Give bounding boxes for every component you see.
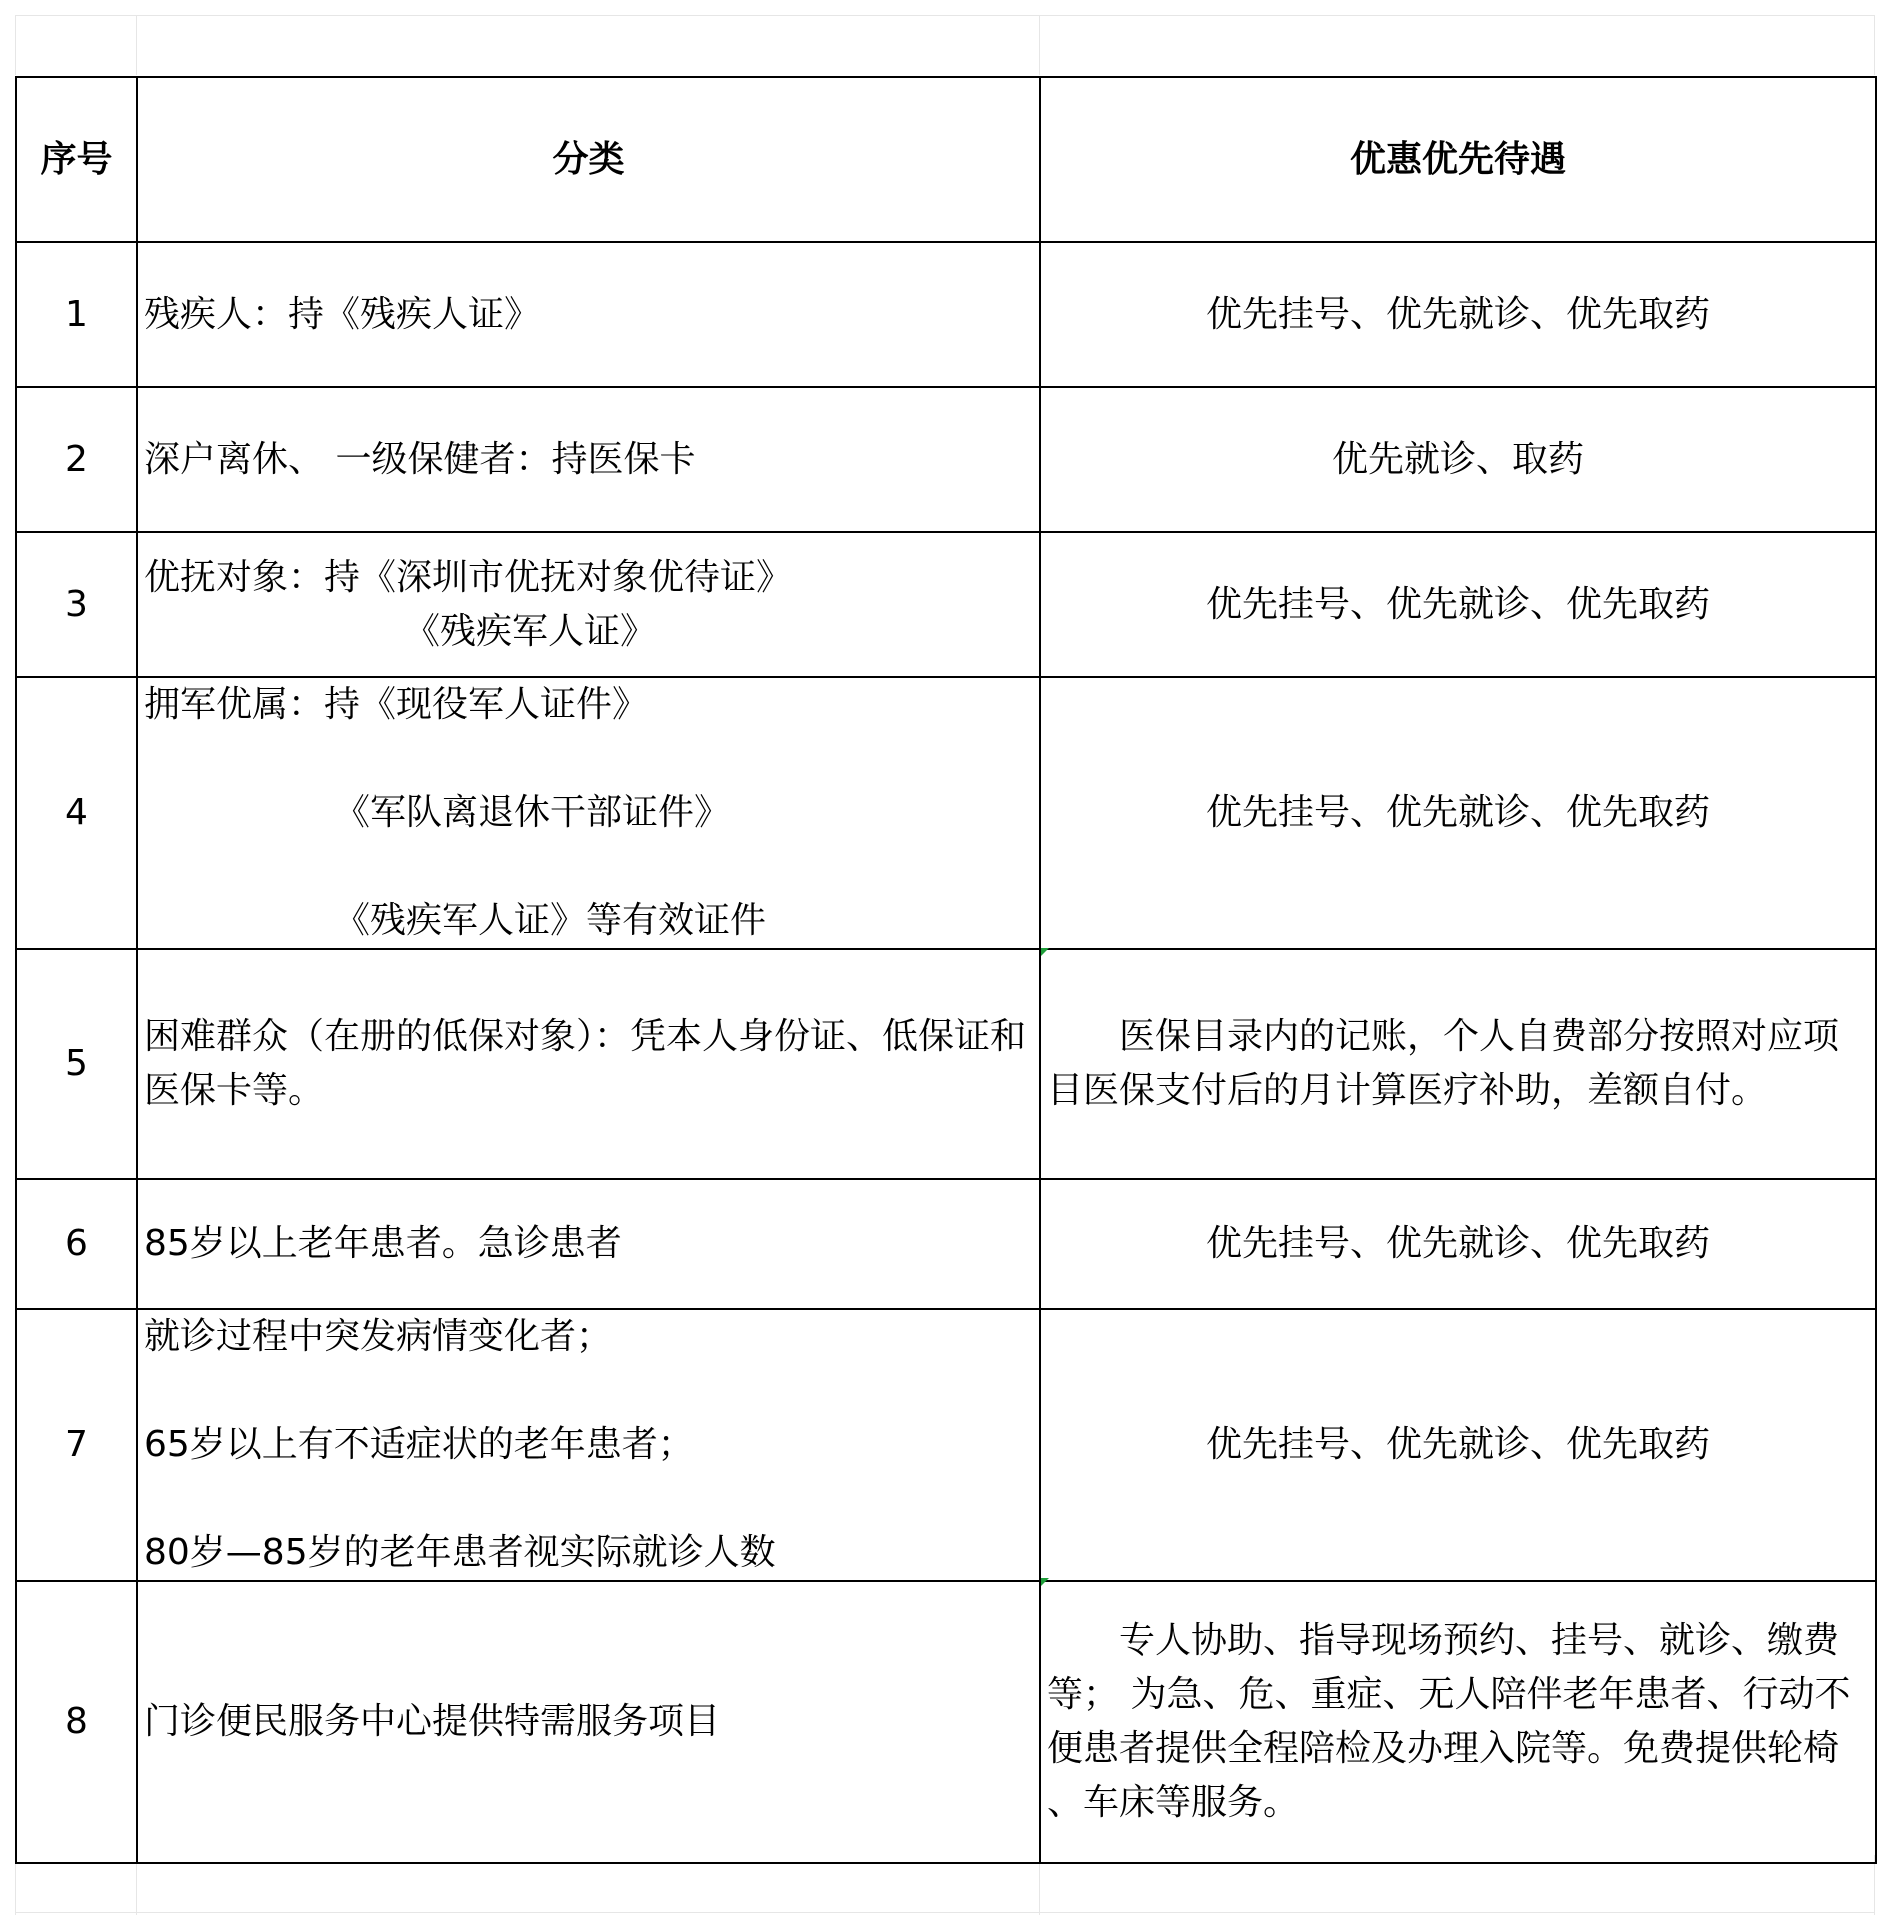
category-line: 深户离休、 一级保健者：持医保卡 <box>144 438 696 480</box>
category-line: 85岁以上老年患者。急诊患者 <box>144 1223 622 1264</box>
category-cell[interactable] <box>137 387 1040 532</box>
category-line: 《残疾军人证》 <box>404 610 657 652</box>
benefit-cell[interactable]: 优先挂号、优先就诊、优先取药 <box>1040 242 1876 387</box>
grid-bottom-line <box>15 1912 1875 1913</box>
grid-line <box>136 1855 137 1915</box>
benefit-cell[interactable] <box>1040 1581 1876 1863</box>
category-cell[interactable] <box>137 677 1040 949</box>
table-row <box>16 532 1876 677</box>
line-gap <box>144 1364 1033 1418</box>
category-line: 困难群众（在册的低保对象）：凭本人身份证、低保证和医保卡等。 <box>144 1016 1027 1111</box>
grid-line <box>1039 15 1040 75</box>
category-line: 《残疾军人证》等有效证件 <box>334 900 767 941</box>
grid-line <box>1874 15 1875 75</box>
grid-line <box>15 15 16 75</box>
benefit-cell[interactable]: 优先挂号、优先就诊、优先取药 <box>1040 1309 1876 1581</box>
benefit-cell[interactable] <box>1040 949 1876 1179</box>
category-cell[interactable] <box>137 1581 1040 1863</box>
category-cell[interactable] <box>137 1309 1040 1581</box>
benefit-cell[interactable]: 优先挂号、优先就诊、优先取药 <box>1040 677 1876 949</box>
benefit-paragraph: 专人协助、指导现场预约、挂号、就诊、缴费等； 为急、危、重症、无人陪伴老年患者、行动不便患者提供全程陪检及办理入院等。免费提供轮椅 、车床等服务。 <box>1047 1620 1851 1823</box>
header-row <box>16 77 1876 242</box>
table-row <box>16 242 1876 387</box>
category-cell[interactable] <box>137 242 1040 387</box>
grid-line <box>136 15 137 75</box>
category-cell[interactable] <box>137 532 1040 677</box>
category-line: 《军队离退休干部证件》 <box>334 792 731 833</box>
row-number[interactable]: 3 <box>16 532 137 677</box>
category-line: 80岁—85岁的老年患者视实际就诊人数 <box>144 1532 776 1573</box>
line-gap <box>144 840 1033 894</box>
row-number[interactable]: 8 <box>16 1581 137 1863</box>
header-number[interactable]: 序号 <box>16 77 137 242</box>
header-category[interactable]: 分类 <box>137 77 1040 242</box>
table-row <box>16 1309 1876 1581</box>
category-line: 就诊过程中突发病情变化者； <box>144 1316 613 1357</box>
table-row <box>16 1179 1876 1309</box>
cell-comment-marker <box>1041 1578 1049 1586</box>
grid-line <box>15 1855 16 1915</box>
category-cell[interactable] <box>137 1179 1040 1309</box>
category-line: 65岁以上有不适症状的老年患者； <box>144 1424 694 1465</box>
category-cell[interactable] <box>137 949 1040 1179</box>
table-row <box>16 677 1876 949</box>
category-line: 残疾人：持《残疾人证》 <box>144 293 541 335</box>
row-number[interactable]: 4 <box>16 677 137 949</box>
row-number[interactable]: 1 <box>16 242 137 387</box>
row-number[interactable]: 6 <box>16 1179 137 1309</box>
grid-top-line <box>15 15 1875 16</box>
cell-comment-marker <box>1041 948 1049 956</box>
table-row <box>16 949 1876 1179</box>
table-row <box>16 1581 1876 1863</box>
category-line: 优抚对象：持《深圳市优抚对象优待证》 <box>144 556 793 598</box>
category-line: 拥军优属：持《现役军人证件》 <box>144 684 649 725</box>
row-number[interactable]: 2 <box>16 387 137 532</box>
grid-line <box>1874 1855 1875 1915</box>
table-row <box>16 387 1876 532</box>
benefit-cell[interactable]: 优先挂号、优先就诊、优先取药 <box>1040 532 1876 677</box>
benefit-cell[interactable]: 优先就诊、取药 <box>1040 387 1876 532</box>
line-gap <box>144 1472 1033 1526</box>
header-benefit[interactable]: 优惠优先待遇 <box>1040 77 1876 242</box>
row-number[interactable]: 7 <box>16 1309 137 1581</box>
benefit-paragraph: 医保目录内的记账，个人自费部分按照对应项目医保支付后的月计算医疗补助，差额自付。 <box>1047 1016 1840 1111</box>
row-number[interactable]: 5 <box>16 949 137 1179</box>
grid-line <box>1039 1855 1040 1915</box>
category-line: 门诊便民服务中心提供特需服务项目 <box>144 1701 721 1742</box>
line-gap <box>144 732 1033 786</box>
benefits-table <box>15 76 1877 1864</box>
benefit-cell[interactable]: 优先挂号、优先就诊、优先取药 <box>1040 1179 1876 1309</box>
